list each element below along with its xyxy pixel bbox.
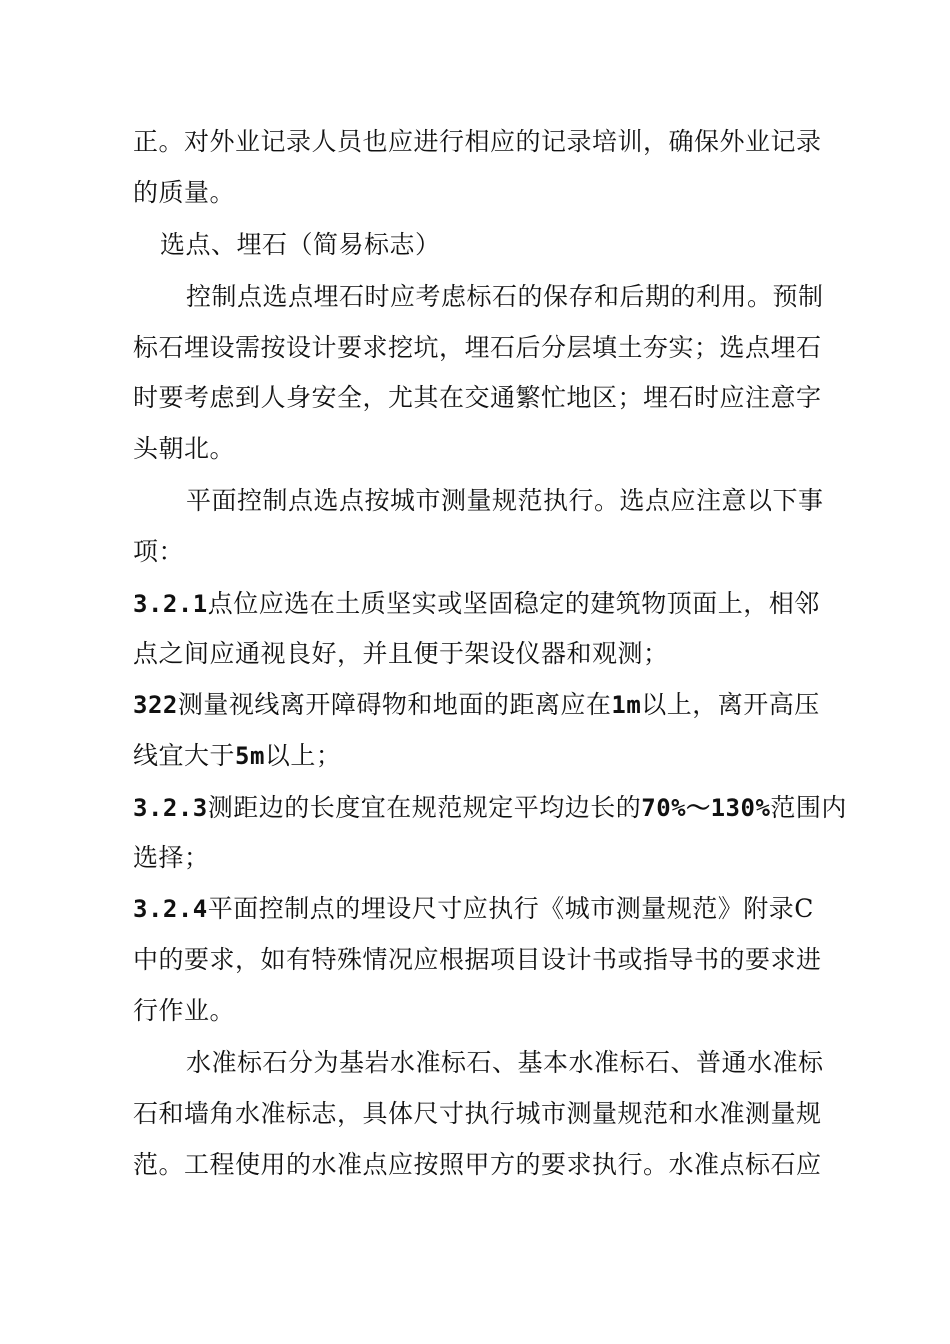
- paragraph-line: 控制点选点埋石时应考虑标石的保存和后期的利用。预制: [186, 282, 824, 311]
- paragraph-line: 正。对外业记录人员也应进行相应的记录培训，确保外业记录: [133, 127, 822, 156]
- paragraph-line: 选择；: [133, 843, 210, 872]
- item-text: 测量视线离开障碍物和地面的距离应在: [177, 690, 612, 719]
- paragraph-line: 水准标石分为基岩水准标石、基本水准标石、普通水准标: [186, 1048, 824, 1077]
- paragraph-line: 范。工程使用的水准点应按照甲方的要求执行。水准点标石应: [133, 1150, 822, 1179]
- item-text: 线宜大于: [133, 741, 236, 770]
- paragraph-line: 中的要求，如有特殊情况应根据项目设计书或指导书的要求进: [133, 945, 822, 974]
- paragraph-line: [133, 741, 833, 771]
- item-text: 平面控制点的埋设尺寸应执行《城市测量规范》附录C: [207, 894, 814, 923]
- item-text: 范围内: [770, 793, 847, 822]
- list-item-3-2-1: [133, 589, 833, 619]
- item-number: 3.2.1: [133, 590, 208, 618]
- paragraph-line: 的质量。: [133, 178, 236, 207]
- item-text: 测距边的长度宜在规范规定平均边长的: [207, 793, 642, 822]
- distance-value: 5m: [235, 742, 265, 770]
- percent-range: 70%〜130%: [641, 794, 771, 822]
- item-text: 以上；: [264, 741, 342, 770]
- paragraph-line: 项：: [133, 537, 185, 566]
- list-item-3-2-3: [133, 793, 847, 823]
- paragraph-line: 石和墙角水准标志，具体尺寸执行城市测量规范和水准测量规: [133, 1099, 822, 1128]
- paragraph-line: 头朝北。: [133, 434, 236, 463]
- paragraph-line: 标石埋设需按设计要求挖坑，埋石后分层填土夯实；选点埋石: [133, 333, 822, 362]
- paragraph-line: 点之间应通视良好，并且便于架设仪器和观测；: [133, 639, 669, 668]
- item-number: 3.2.4: [133, 895, 208, 923]
- item-number: 322: [133, 691, 178, 719]
- paragraph-line: 平面控制点选点按城市测量规范执行。选点应注意以下事: [186, 486, 824, 515]
- distance-value: 1m: [611, 691, 642, 719]
- item-text: 以上，离开高压: [641, 690, 820, 719]
- list-item-3-2-4: [133, 894, 833, 924]
- item-text: 点位应选在土质坚实或坚固稳定的建筑物顶面上，相邻: [207, 589, 820, 618]
- section-heading: 选点、埋石（简易标志）: [160, 230, 441, 259]
- item-number: 3.2.3: [133, 794, 208, 822]
- list-item-3-2-2: [133, 690, 833, 720]
- paragraph-line: 时要考虑到人身安全，尤其在交通繁忙地区；埋石时应注意字: [133, 383, 822, 412]
- paragraph-line: 行作业。: [133, 996, 236, 1025]
